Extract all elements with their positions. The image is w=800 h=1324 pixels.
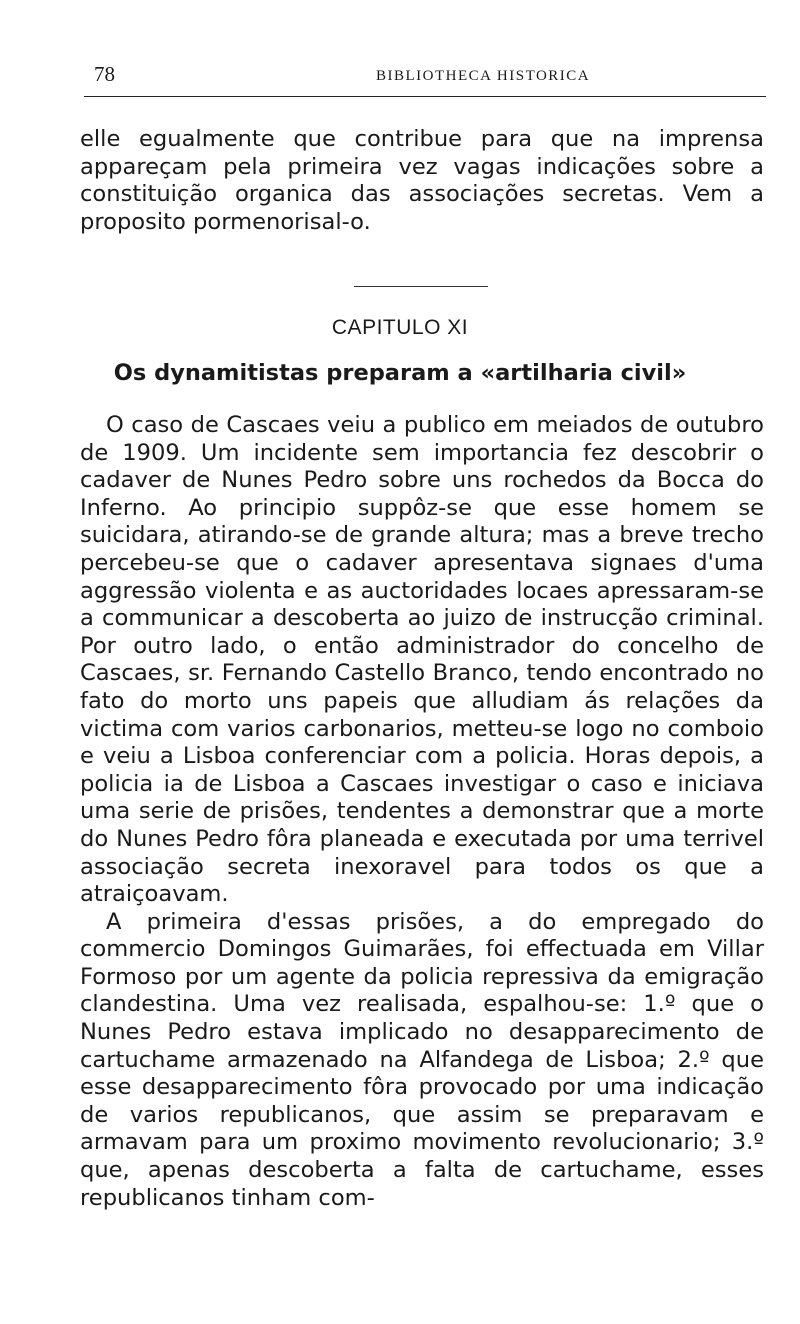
body-paragraph-2: A primeira d'essas prisões, a do empregado do commercio Domingos Guimarães, foi effectuada em Villar Formoso por um agente da policia repressiva da emigração clandestina. Uma vez realisada, espalhou-se: 1.º que o Nunes Pedro estava implicado no desapparecimento de cartuchame armazenado na Alfandega de Lisboa; 2.º que esse desapparecimento fôra provocado por uma indicação de varios republicanos, que assim se preparavam e armavam para um proximo movimento revolucionario; 3.º que, apenas descoberta a falta de cartuchame, esses republicanos tinham com- (80, 908, 764, 1211)
header-rule (84, 96, 766, 97)
chapter-label: CAPITULO XI (331, 316, 469, 339)
section-divider (354, 286, 488, 287)
body-paragraph-1: O caso de Cascaes veiu a publico em meiados de outubro de 1909. Um incidente sem importancia fez descobrir o cadaver de Nunes Pedro sobre uns rochedos da Bocca do Inferno. Ao principio suppôz-se que esse homem se suicidara, atirando-se de grande altura; mas a breve trecho percebeu-se que o cadaver apresentava signaes d'uma aggressão violenta e as auctoridades locaes apressaram-se a communicar a descoberta ao juizo de instrucção criminal. Por outro lado, o então administrador do concelho de Cascaes, sr. Fernando Castello Branco, tendo encontrado no fato do morto uns papeis que alludiam ás relações da victima com varios carbonarios, metteu-se logo no comboio e veiu a Lisboa conferenciar com a policia. Horas depois, a policia ia de Lisboa a Cascaes investigar o caso e iniciava uma serie de prisões, tendentes a demonstrar que a morte do Nunes Pedro fôra planeada e executada por uma terrivel associação secreta inexoravel para todos os que a atraiçoavam. (80, 412, 764, 908)
intro-paragraph: elle egualmente que contribue para que na imprensa appareçam pela primeira vez vagas indicações sobre a constituição organica das associações secretas. Vem a proposito pormenorisal-o. (80, 126, 764, 235)
page-number: 78 (94, 62, 115, 86)
chapter-title: Os dynamitistas preparam a «artilharia civil» (113, 360, 687, 386)
intro-paragraph-block (80, 126, 764, 236)
running-head (84, 62, 764, 88)
running-title: BIBLIOTHECA HISTORICA (376, 68, 591, 84)
chapter-body (80, 412, 764, 1212)
